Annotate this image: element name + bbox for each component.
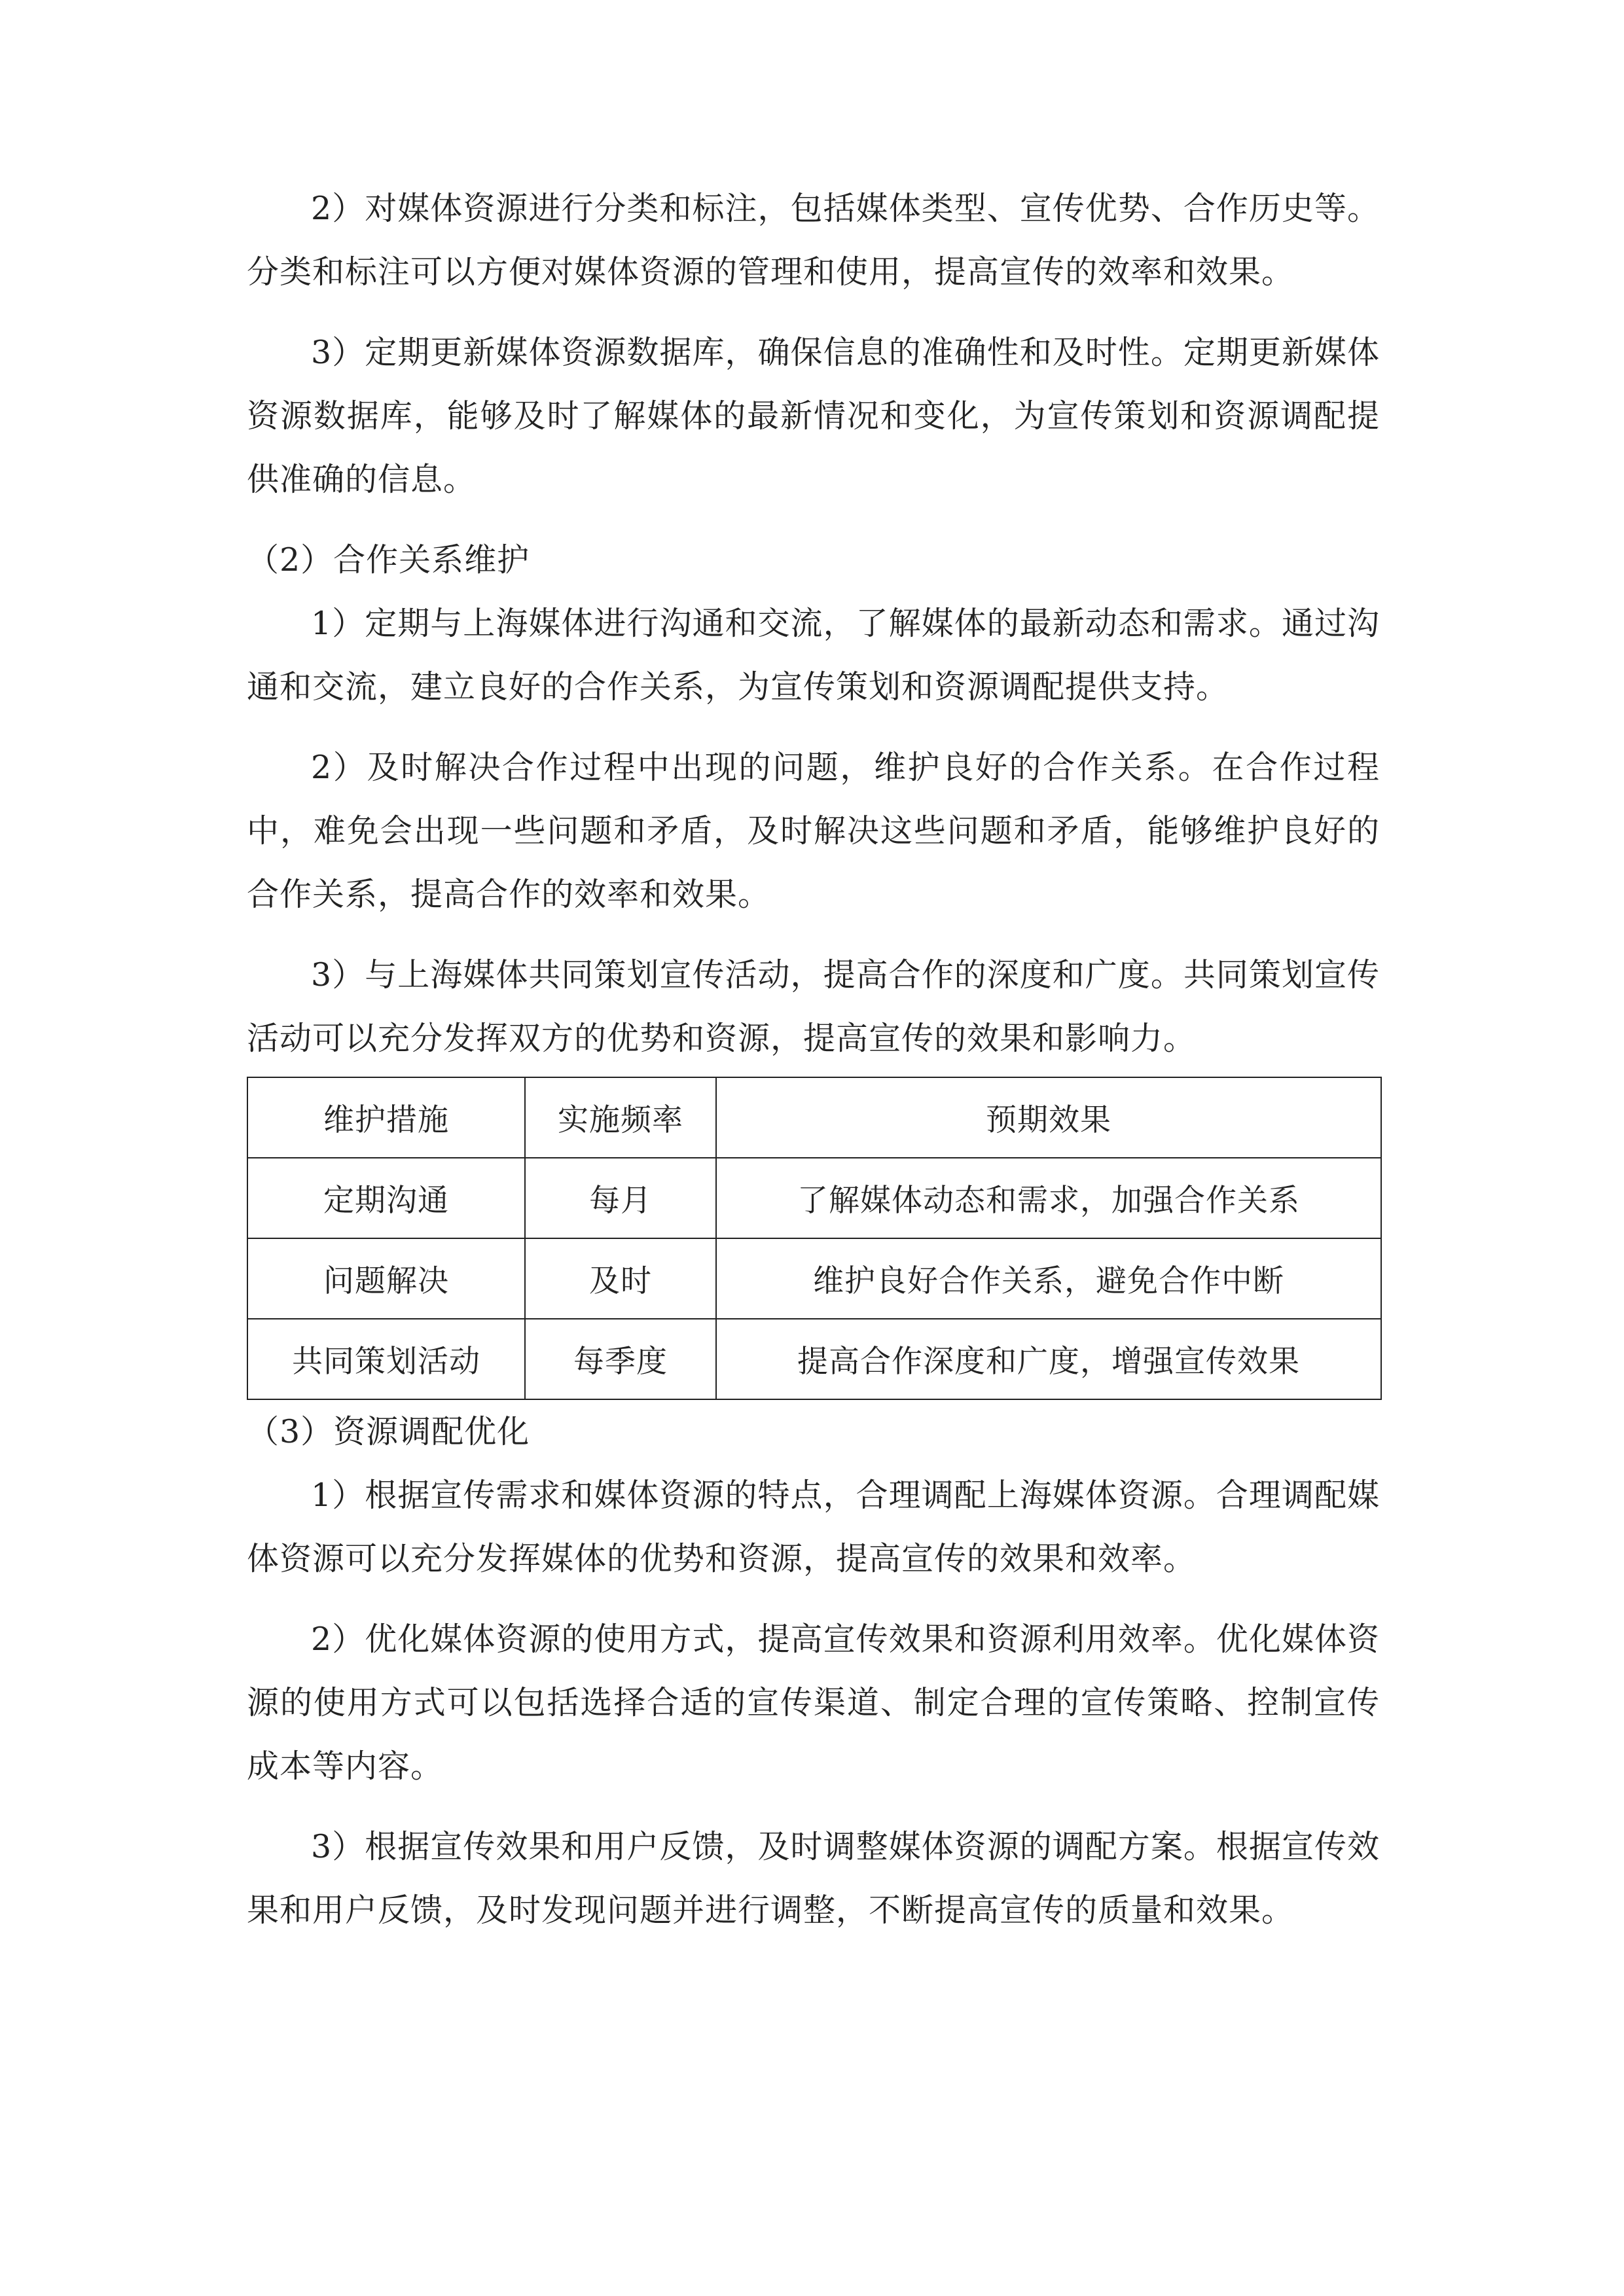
table-header-cell: 维护措施	[247, 1077, 525, 1158]
table-header-cell: 实施频率	[525, 1077, 716, 1158]
table-cell: 问题解决	[247, 1238, 525, 1319]
table-header-cell: 预期效果	[716, 1077, 1381, 1158]
paragraph-item: 2）对媒体资源进行分类和标注，包括媒体类型、宣传优势、合作历史等。分类和标注可以方便对媒体资源的管理和使用，提高宣传的效率和效果。	[247, 190, 1380, 291]
paragraph-item: 1）定期与上海媒体进行沟通和交流，了解媒体的最新动态和需求。通过沟通和交流，建立良好的合作关系，为宣传策划和资源调配提供支持。	[247, 605, 1380, 706]
maintenance-measures-table	[247, 1077, 1382, 1400]
paragraph-item: 3）与上海媒体共同策划宣传活动，提高合作的深度和广度。共同策划宣传活动可以充分发挥双方的优势和资源，提高宣传的效果和影响力。	[247, 956, 1380, 1057]
table-header-row	[247, 1077, 1381, 1158]
table-cell: 维护良好合作关系，避免合作中断	[716, 1238, 1381, 1319]
table-cell: 共同策划活动	[247, 1319, 525, 1399]
table-cell: 及时	[525, 1238, 716, 1319]
paragraph-item: 2）优化媒体资源的使用方式，提高宣传效果和资源利用效率。优化媒体资源的使用方式可以包括选择合适的宣传渠道、制定合理的宣传策略、控制宣传成本等内容。	[247, 1621, 1380, 1785]
section-heading-cooperation: （2）合作关系维护	[247, 541, 530, 579]
table-cell: 每月	[525, 1158, 716, 1238]
paragraph-item: 3）定期更新媒体资源数据库，确保信息的准确性和及时性。定期更新媒体资源数据库，能够及时了解媒体的最新情况和变化，为宣传策划和资源调配提供准确的信息。	[247, 334, 1380, 498]
section-heading-resource-allocation: （3）资源调配优化	[247, 1413, 530, 1450]
table-cell: 提高合作深度和广度，增强宣传效果	[716, 1319, 1381, 1399]
table-row	[247, 1319, 1381, 1399]
document-page	[247, 177, 1380, 1942]
paragraph-item: 1）根据宣传需求和媒体资源的特点，合理调配上海媒体资源。合理调配媒体资源可以充分发挥媒体的优势和资源，提高宣传的效果和效率。	[247, 1477, 1380, 1577]
paragraph-item: 3）根据宣传效果和用户反馈，及时调整媒体资源的调配方案。根据宣传效果和用户反馈，及时发现问题并进行调整，不断提高宣传的质量和效果。	[247, 1828, 1380, 1929]
table-cell: 每季度	[525, 1319, 716, 1399]
table-cell: 定期沟通	[247, 1158, 525, 1238]
table-row	[247, 1238, 1381, 1319]
paragraph-item: 2）及时解决合作过程中出现的问题，维护良好的合作关系。在合作过程中，难免会出现一些问题和矛盾，及时解决这些问题和矛盾，能够维护良好的合作关系，提高合作的效率和效果。	[247, 749, 1380, 913]
table-row	[247, 1158, 1381, 1238]
table-cell: 了解媒体动态和需求，加强合作关系	[716, 1158, 1381, 1238]
